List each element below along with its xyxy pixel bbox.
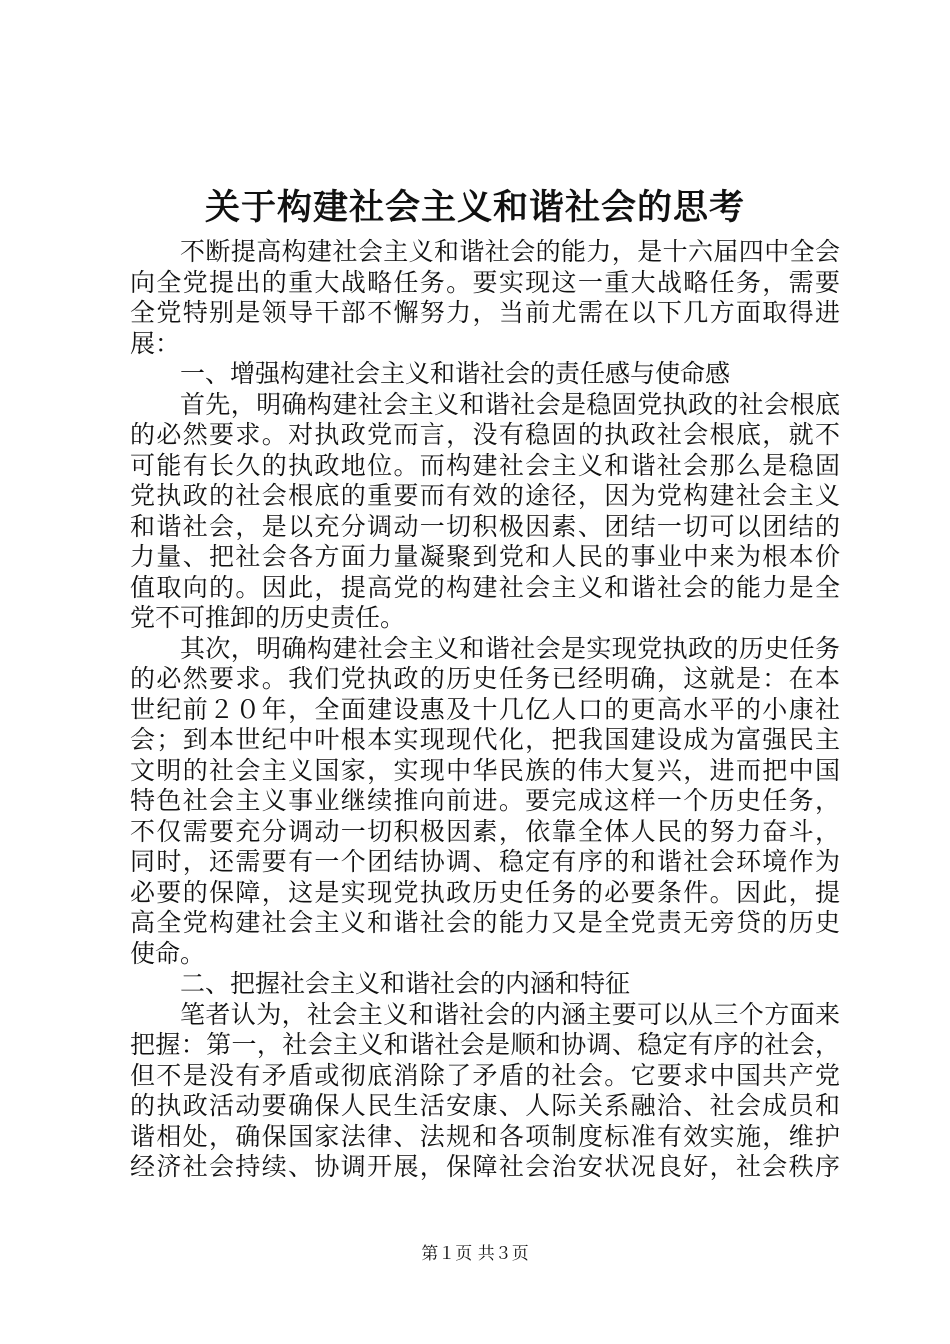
- body-text-line: 经济社会持续、协调开展，保障社会治安状况良好，社会秩序: [130, 1152, 840, 1181]
- body-text-line: 展：: [130, 328, 181, 358]
- document-title: 关于构建社会主义和谐社会的思考: [204, 187, 745, 228]
- body-text-line: 值取向的。因此，提高党的构建社会主义和谐社会的能力是全: [130, 572, 840, 602]
- body-text-line: 不仅需要充分调动一切积极因素，依靠全体人民的努力奋斗，: [130, 816, 840, 846]
- body-text-line: 首先，明确构建社会主义和谐社会是稳固党执政的社会根底: [180, 389, 840, 419]
- body-text-line: 其次，明确构建社会主义和谐社会是实现党执政的历史任务: [180, 633, 840, 663]
- body-text-line: 可能有长久的执政地位。而构建社会主义和谐社会那么是稳固: [130, 450, 840, 480]
- body-text-line: 和谐社会，是以充分调动一切积极因素、团结一切可以团结的: [130, 511, 840, 541]
- body-text-line: 谐相处，确保国家法律、法规和各项制度标准有效实施，维护: [130, 1121, 840, 1151]
- body-text-line: 笔者认为，社会主义和谐社会的内涵主要可以从三个方面来: [180, 999, 840, 1029]
- body-text-line: 文明的社会主义国家，实现中华民族的伟大复兴，进而把中国: [130, 755, 840, 785]
- body-text-line: 向全党提出的重大战略任务。要实现这一重大战略任务，需要: [130, 267, 840, 297]
- document-body: [130, 237, 840, 1183]
- body-text-line: 的必然要求。对执政党而言，没有稳固的执政社会根底，就不: [130, 420, 840, 449]
- body-text-line: 高全党构建社会主义和谐社会的能力又是全党责无旁贷的历史: [130, 908, 840, 937]
- body-text-line: 会；到本世纪中叶根本实现现代化，把我国建设成为富强民主: [130, 725, 840, 754]
- body-text-line: 的必然要求。我们党执政的历史任务已经明确，这就是：在本: [130, 664, 840, 693]
- body-text-line: 把握：第一，社会主义和谐社会是顺和协调、稳定有序的社会，: [130, 1030, 840, 1059]
- body-text-line: 使命。: [130, 938, 206, 968]
- page-footer: 第１页 共３页: [421, 1244, 529, 1264]
- body-text-line: 特色社会主义事业继续推向前进。要完成这样一个历史任务，: [130, 786, 840, 815]
- body-text-line: 不断提高构建社会主义和谐社会的能力，是十六届四中全会: [180, 237, 840, 266]
- body-text-line: 必要的保障，这是实现党执政历史任务的必要条件。因此，提: [130, 877, 840, 907]
- body-text-line: 世纪前２０年，全面建设惠及十几亿人口的更高水平的小康社: [130, 694, 840, 724]
- body-text-line: 力量、把社会各方面力量凝聚到党和人民的事业中来为根本价: [130, 542, 840, 571]
- body-text-line: 党不可推卸的历史责任。: [130, 603, 406, 632]
- body-text-line: 的执政活动要确保人民生活安康、人际关系融洽、社会成员和: [130, 1091, 840, 1120]
- body-text-line: 同时，还需要有一个团结协调、稳定有序的和谐社会环境作为: [130, 847, 840, 876]
- body-text-line: 但不是没有矛盾或彻底消除了矛盾的社会。它要求中国共产党: [130, 1060, 840, 1090]
- body-text-line: 二、把握社会主义和谐社会的内涵和特征: [180, 969, 631, 998]
- body-text-line: 一、增强构建社会主义和谐社会的责任感与使命感: [180, 359, 731, 388]
- body-text-line: 全党特别是领导干部不懈努力，当前尤需在以下几方面取得进: [130, 298, 840, 327]
- body-text-line: 党执政的社会根底的重要而有效的途径，因为党构建社会主义: [130, 481, 840, 510]
